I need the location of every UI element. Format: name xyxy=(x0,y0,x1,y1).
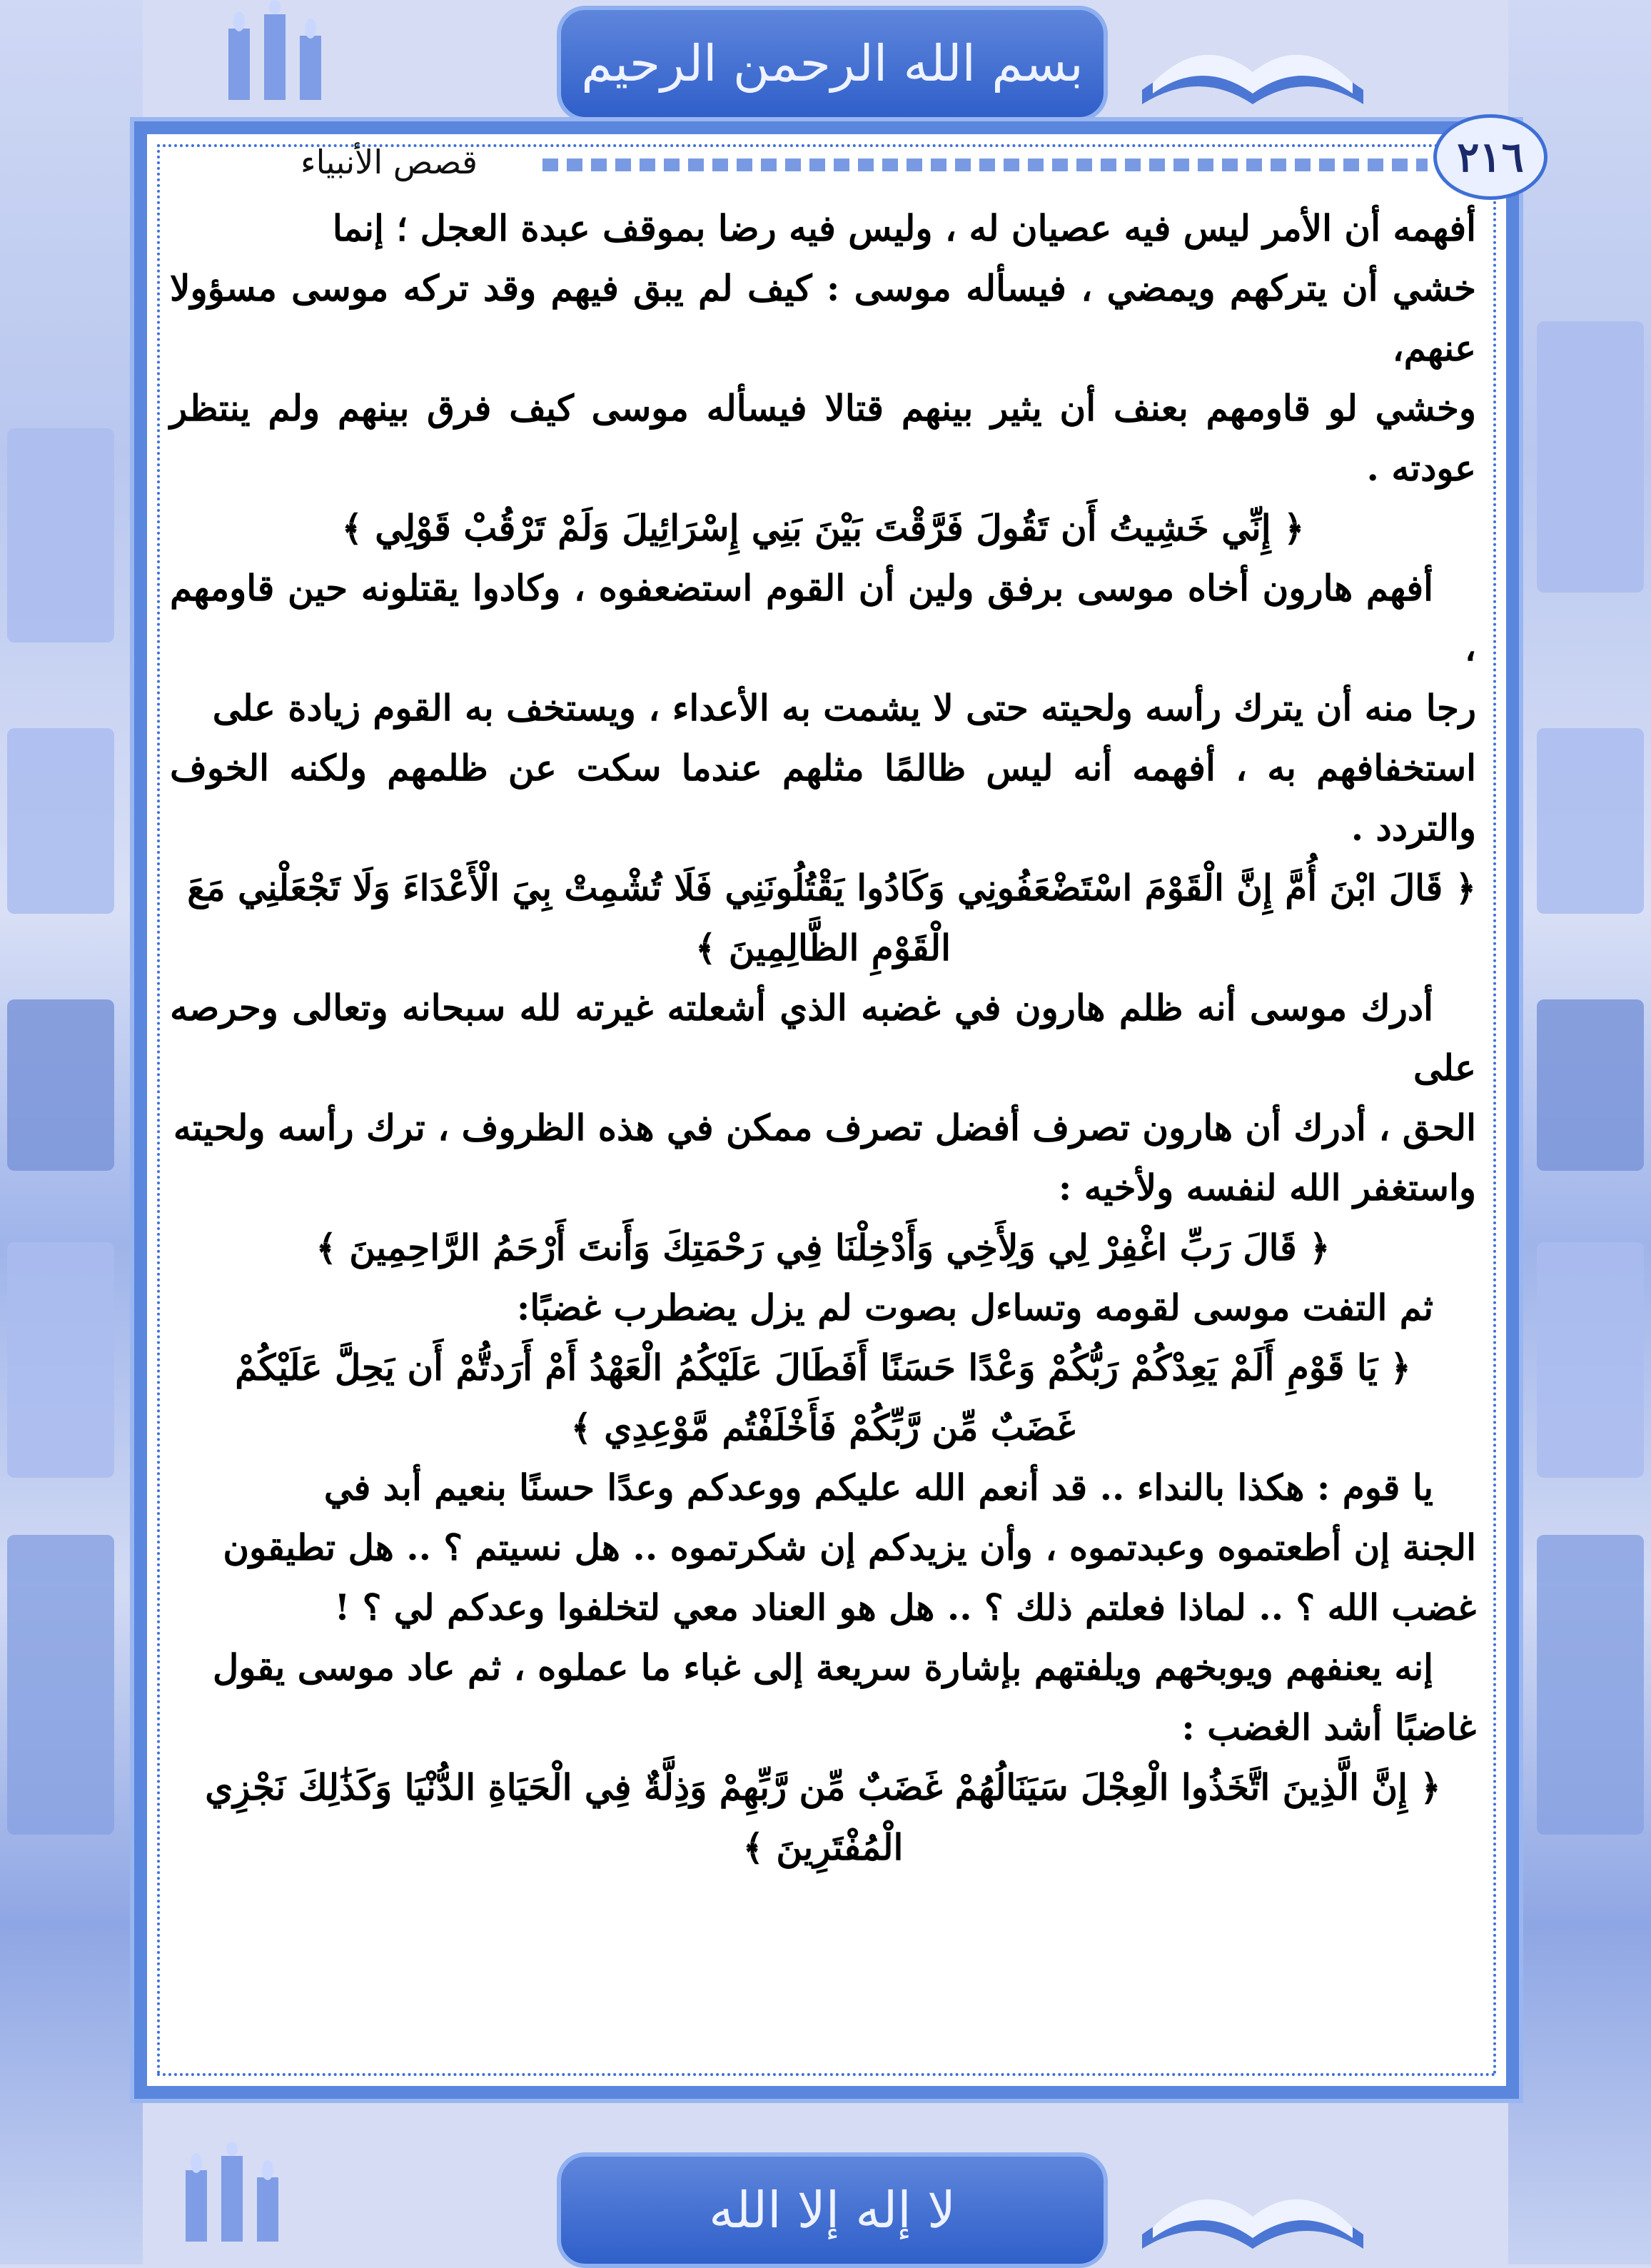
shahada-text: لا إله إلا الله xyxy=(709,2181,956,2239)
text-line: وخشي لو قاومهم بعنف أن يثير بينهم قتالا فيسأله موسى كيف فرق بينهم ولم ينتظر عودته . xyxy=(170,387,1477,489)
text-line: واستغفر الله لنفسه ولأخيه : xyxy=(1058,1166,1476,1209)
quran-verse: الْقَوْمِ الظَّالِمِينَ ﴾ xyxy=(695,927,951,969)
page-number: ٢١٦ xyxy=(1433,114,1548,200)
open-book-icon xyxy=(1135,2149,1370,2256)
candles-icon xyxy=(214,0,335,107)
text-line: أفهم هارون أخاه موسى برفق ولين أن القوم استضعفوه ، وكادوا يقتلونه حين قاومهم ، xyxy=(170,567,1476,669)
text-line: غضب الله ؟ .. لماذا فعلتم ذلك ؟ .. هل هو العناد معي لتخلفوا وعدكم لي ؟ ! xyxy=(334,1586,1476,1628)
kaaba-image xyxy=(1537,999,1644,1171)
text-line: إنه يعنفهم ويوبخهم ويلفتهم بإشارة سريعة إلى غباء ما عملوه ، ثم عاد موسى يقول xyxy=(212,1646,1433,1688)
text-line: أدرك موسى أنه ظلم هارون في غضبه الذي أشعلته غيرته لله سبحانه وتعالى وحرصه على xyxy=(170,987,1476,1089)
quran-verse: ﴿ قَالَ رَبِّ اغْفِرْ لِي وَلِأَخِي وَأَدْخِلْنَا فِي رَحْمَتِكَ وَأَنتَ أَرْحَمُ الرَّاحِمِينَ ﴾ xyxy=(315,1226,1331,1269)
quran-verse: غَضَبٌ مِّن رَّبِّكُمْ فَأَخْلَفْتُم مَّوْعِدِي ﴾ xyxy=(570,1406,1076,1448)
left-decorative-panel xyxy=(0,0,143,2264)
text-line: ثم التفت موسى لقومه وتساءل بصوت لم يزل يضطرب غضبًا: xyxy=(516,1286,1433,1329)
shahada-banner xyxy=(557,2152,1108,2268)
calligraphy-emblem xyxy=(1537,1242,1644,1478)
quran-verse: ﴿ إِنِّي خَشِيتُ أَن تَقُولَ فَرَّقْتَ بَيْنَ بَنِي إِسْرَائِيلَ وَلَمْ تَرْقُبْ قَوْلِي ﴾ xyxy=(341,507,1305,549)
mosque-image xyxy=(1537,1535,1644,1835)
quran-verse: ﴿ قَالَ ابْنَ أُمَّ إِنَّ الْقَوْمَ اسْتَضْعَفُونِي وَكَادُوا يَقْتُلُونَنِي فَلَا تُشْمِتْ بِيَ الْأَعْدَاءَ وَلَا تَجْعَلْنِي مَعَ xyxy=(187,867,1476,909)
basmala-text: بسم الله الرحمن الرحيم xyxy=(581,34,1084,93)
kaaba-image xyxy=(7,999,114,1171)
candles-icon xyxy=(171,2142,293,2249)
calligraphy-emblem xyxy=(1537,321,1644,593)
header-ornament xyxy=(542,158,1428,171)
mosque-image xyxy=(7,1535,114,1835)
quran-verse: ﴿ إِنَّ الَّذِينَ اتَّخَذُوا الْعِجْلَ سَيَنَالُهُمْ غَضَبٌ مِّن رَّبِّهِمْ وَذِلَّةٌ فِي الْحَيَاةِ الدُّنْيَا وَكَذَٰلِكَ نَجْزِي الْمُفْتَرِينَ ﴾ xyxy=(205,1766,1441,1868)
basmala-banner xyxy=(557,6,1108,121)
text-line: رجا منه أن يترك رأسه ولحيته حتى لا يشمت به الأعداء ، ويستخف به القوم زيادة على xyxy=(212,687,1476,729)
calligraphy-emblem xyxy=(7,428,114,642)
quran-verse: ﴿ يَا قَوْمِ أَلَمْ يَعِدْكُمْ رَبُّكُمْ وَعْدًا حَسَنًا أَفَطَالَ عَلَيْكُمُ الْعَهْدُ أَمْ أَرَدتُّمْ أَن يَحِلَّ عَلَيْكُمْ xyxy=(235,1346,1411,1388)
calligraphy-emblem xyxy=(7,728,114,914)
text-line: خشي أن يتركهم ويمضي ، فيسأله موسى : كيف لم يبق فيهم وقد تركه موسى مسؤولا عنهم، xyxy=(170,267,1476,369)
text-line: غاضبًا أشد الغضب : xyxy=(1181,1706,1476,1748)
text-line: استخفافهم به ، أفهمه أنه ليس ظالمًا مثلهم عندما سكت عن ظلمهم ولكنه الخوف والتردد . xyxy=(170,747,1476,849)
text-line: يا قوم : هكذا بالنداء .. قد أنعم الله عليكم ووعدكم وعدًا حسنًا بنعيم أبد في xyxy=(323,1466,1433,1508)
text-line: الحق ، أدرك أن هارون تصرف أفضل تصرف ممكن في هذه الظروف ، ترك رأسه ولحيته xyxy=(173,1107,1476,1149)
book-title: قصص الأنبياء xyxy=(300,143,478,181)
page-body xyxy=(170,198,1476,1878)
open-book-icon xyxy=(1135,4,1370,111)
calligraphy-emblem xyxy=(7,1242,114,1478)
calligraphy-emblem xyxy=(1537,728,1644,914)
right-decorative-panel xyxy=(1508,0,1651,2264)
text-line: أفهمه أن الأمر ليس فيه عصيان له ، وليس فيه رضا بموقف عبدة العجل ؛ إنما xyxy=(332,207,1476,249)
text-line: الجنة إن أطعتموه وعبدتموه ، وأن يزيدكم إن شكرتموه .. هل نسيتم ؟ .. هل تطيقون xyxy=(223,1526,1476,1568)
